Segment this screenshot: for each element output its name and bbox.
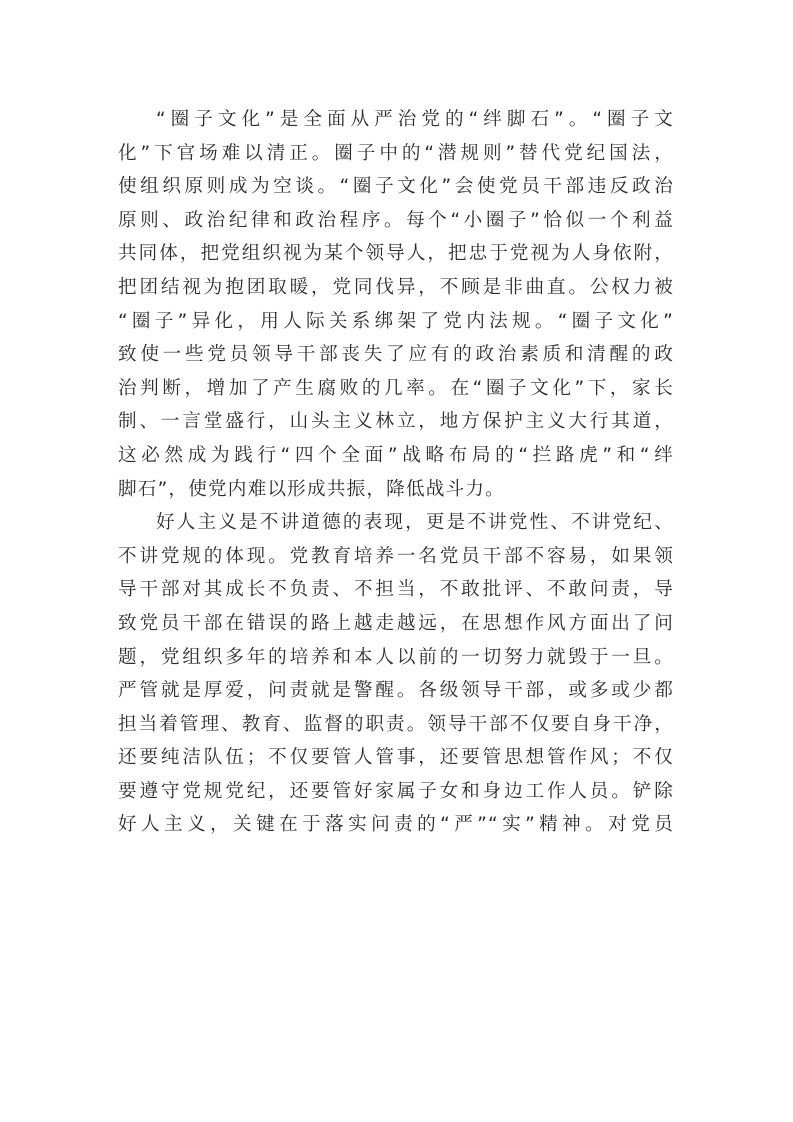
paragraph-2-line-10: 好人主义，关键在于落实问责的“严”“实”精神。对党员 (118, 814, 674, 836)
paragraph-2-line-3: 导干部对其成长不负责、不担当，不敢批评、不敢问责，导 (118, 579, 674, 601)
paragraph-1-line-10: 制、一言堂盛行，山头主义林立，地方保护主义大行其道， (118, 411, 674, 433)
paragraph-1-line-8: 致使一些党员领导干部丧失了应有的政治素质和清醒的政 (118, 344, 674, 366)
document-body (118, 103, 674, 842)
paragraph-1-line-1: “圈子文化”是全面从严治党的“绊脚石”。“圈子文 (156, 109, 674, 130)
paragraph-1-line-9: 治判断，增加了产生腐败的几率。在“圈子文化”下，家长 (118, 377, 674, 399)
paragraph-1-line-3: 使组织原则成为空谈。“圈子文化”会使党员干部违反政治 (118, 176, 674, 198)
paragraph-2-line-9: 要遵守党规党纪，还要管好家属子女和身边工作人员。铲除 (118, 780, 674, 802)
paragraph-1-line-4: 原则、政治纪律和政治程序。每个“小圈子”恰似一个利益 (118, 209, 674, 231)
paragraph-1-line-7: “圈子”异化，用人际关系绑架了党内法规。“圈子文化” (118, 310, 674, 332)
paragraph-2-line-4: 致党员干部在错误的路上越走越远，在思想作风方面出了问 (118, 612, 674, 634)
paragraph-2-line-6: 严管就是厚爱，问责就是警醒。各级领导干部，或多或少都 (118, 680, 674, 702)
paragraph-2-line-2: 不讲党规的体现。党教育培养一名党员干部不容易，如果领 (118, 545, 674, 567)
paragraph-1-line-12: 脚石”，使党内难以形成共振，降低战斗力。 (118, 478, 505, 500)
paragraph-2-line-1: 好人主义是不讲道德的表现，更是不讲党性、不讲党纪、 (156, 512, 674, 534)
paragraph-1-line-2: 化”下官场难以清正。圈子中的“潜规则”替代党纪国法， (118, 142, 674, 164)
paragraph-2-line-7: 担当着管理、教育、监督的职责。领导干部不仅要自身干净， (118, 713, 674, 735)
paragraph-2-line-5: 题，党组织多年的培养和本人以前的一切努力就毁于一旦。 (118, 646, 674, 668)
paragraph-1-line-6: 把团结视为抱团取暖，党同伐异，不顾是非曲直。公权力被 (118, 276, 674, 298)
paragraph-1-line-11: 这必然成为践行“四个全面”战略布局的“拦路虎”和“绊 (118, 444, 674, 466)
paragraph-2-line-8: 还要纯洁队伍；不仅要管人管事，还要管思想管作风；不仅 (118, 747, 674, 769)
paragraph-1-line-5: 共同体，把党组织视为某个领导人，把忠于党视为人身依附， (118, 243, 674, 265)
